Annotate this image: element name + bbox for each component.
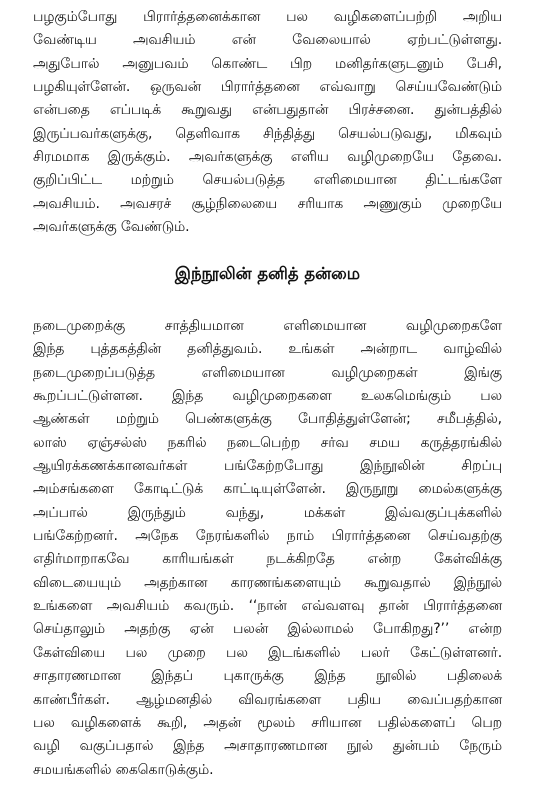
text-line: அப்பால் இருந்தும் வந்து, மக்கள் இவ்வகுப்புக்களில் [33, 504, 502, 521]
text-line: கூறப்பட்டுள்ளன. இந்த வழிமுறைகளை உலகமெங்கும் பல [33, 388, 502, 405]
text-line: சமயங்களில் கைகொடுக்கும். [33, 761, 214, 778]
text-line: உங்களை அவசியம் கவரும். ‘‘நான் எவ்வளவு தான் பிரார்த்தனை [33, 598, 502, 615]
text-line: அம்சங்களை கோடிட்டுக் காட்டியுள்ளேன். இருநூறு மைல்களுக்கு [33, 481, 502, 498]
text-line: பழகும்போது பிரார்த்தனைக்கான பல வழிகளைப்பற்றி அறிய [33, 9, 502, 25]
text-line: பல வழிகளைக் கூறி, அதன் மூலம் சரியான பதில்களைப் பெற [33, 714, 502, 731]
text-line: வழி வகுப்பதால் இந்த அசாதாரணமான நூல் துன்பம் நேரும் [33, 738, 502, 755]
text-line: வேண்டிய அவசியம் என் வேலையால் ஏற்பட்டுள்ளது. [33, 32, 502, 49]
text-line: ஆயிரக்கணக்கானவர்கள் பங்கேற்றபோது இந்நூலின் சிறப்பு [33, 458, 502, 475]
text-line: அவர்களுக்கு வேண்டும். [33, 219, 190, 236]
body-paragraph [33, 315, 502, 782]
text-line: கேள்வியை பல முறை பல இடங்களில் பலர் கேட்டுள்ளனர். [33, 644, 502, 661]
text-line: லாஸ் ஏஞ்சல்ஸ் நகரில் நடைபெற்ற சர்வ சமய கருத்தரங்கில் [33, 434, 502, 451]
text-line: நடைமுறைப்படுத்த எளிமையான வழிமுறைகள் இங்கு [33, 364, 502, 381]
text-line: விடையையும் அதற்கான காரணங்களையும் கூறுவதால் இந்நூல் [33, 574, 502, 591]
text-line: அதுபோல் அனுபவம் கொண்ட பிற மனிதர்களுடனும் பேசி, [33, 55, 502, 72]
text-line: எதிர்மாறாகவே காரியங்கள் நடக்கிறதே என்ற கேள்விக்கு [33, 551, 502, 568]
text-line: இருப்பவர்களுக்கு, தெளிவாக சிந்தித்து செயல்படுவது, மிகவும் [33, 125, 502, 142]
text-line: காண்பீர்கள். ஆழ்மனதில் விவரங்களை பதிய வைப்பதற்கான [33, 691, 502, 708]
section-heading: இந்நூலின் தனித் தன்மை [174, 264, 361, 283]
text-line: ஆண்கள் மற்றும் பெண்களுக்கு போதித்துள்ளேன்; சமீபத்தில், [33, 411, 502, 428]
text-line: பங்கேற்றனர். அநேக நேரங்களில் நாம் பிரார்த்தனை செய்வதற்கு [33, 528, 502, 545]
text-line: பழகியுள்ளேன். ஒருவன் பிரார்த்தனை எவ்வாறு செய்யவேண்டும் [33, 79, 502, 96]
text-line: அவசியம். அவசரச் சூழ்நிலையை சரியாக அணுகும் முறையே [33, 195, 502, 212]
intro-paragraph [33, 6, 502, 239]
text-line: நடைமுறைக்கு சாத்தியமான எளிமையான வழிமுறைகளே [33, 318, 502, 334]
text-line: என்பதை எப்படிக் கூறுவது என்பதுதான் பிரச்சனை. துன்பத்தில் [33, 102, 502, 119]
text-line: இந்த புத்தகத்தின் தனித்துவம். உங்கள் அன்றாட வாழ்வில் [33, 341, 502, 358]
text-line: செய்தாலும் அதற்கு ஏன் பலன் இல்லாமல் போகிறது?’’ என்ற [33, 621, 502, 638]
text-line: சிரமமாக இருக்கும். அவர்களுக்கு எளிய வழிமுறையே தேவை. [33, 149, 502, 166]
text-line: குறிப்பிட்ட மற்றும் செயல்படுத்த எளிமையான திட்டங்களே [33, 172, 502, 189]
text-line: சாதாரணமான இந்தப் புகாருக்கு இந்த நூலில் பதிலைக் [33, 668, 502, 685]
